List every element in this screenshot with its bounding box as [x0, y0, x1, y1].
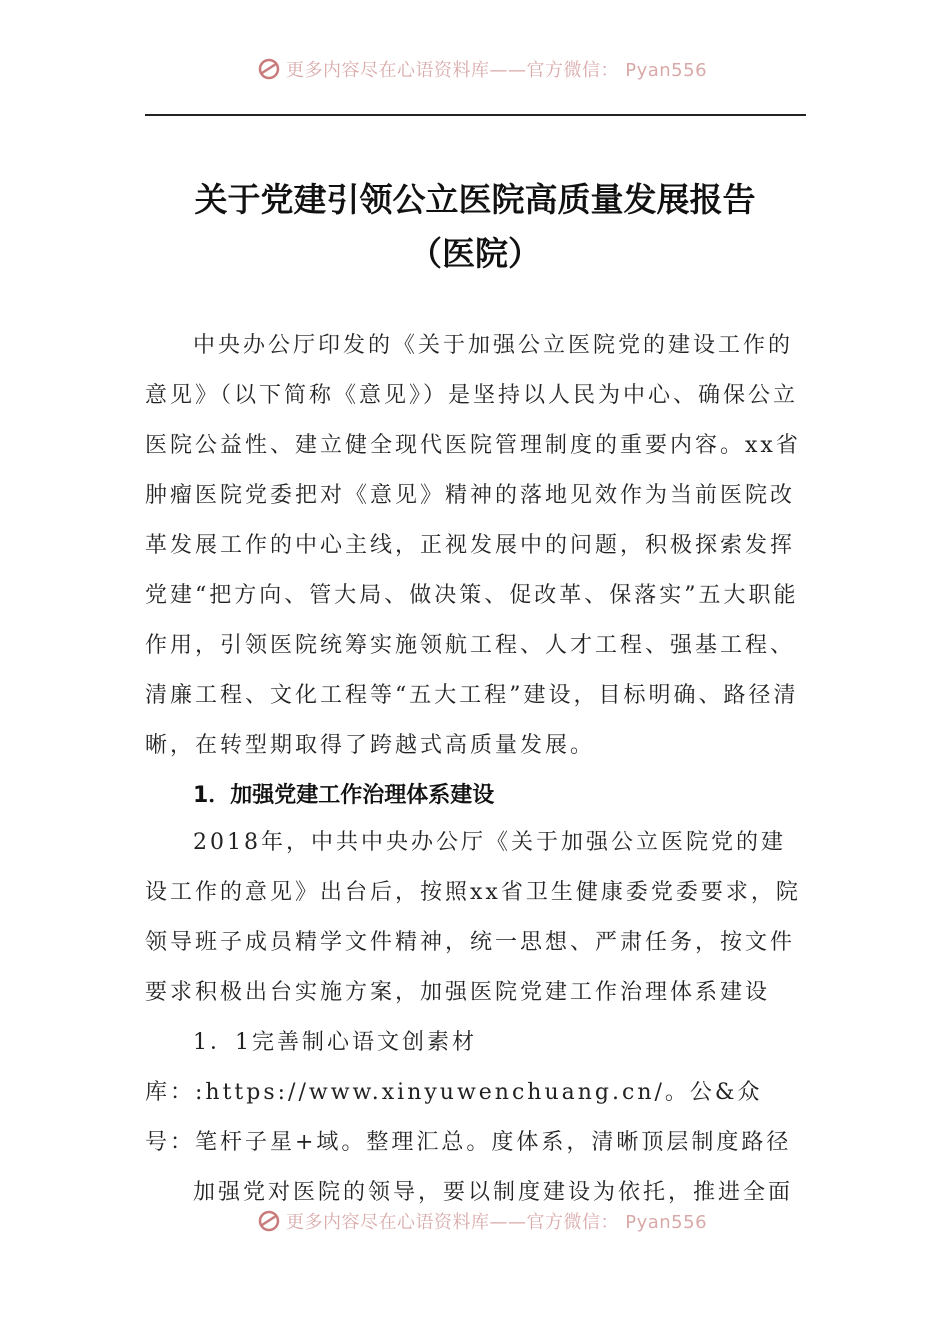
watermark-text: 更多内容尽在心语资料库——官方微信： Pyan556	[286, 60, 708, 81]
section-heading: 1．加强党建工作治理体系建设	[193, 783, 495, 808]
document-subtitle: （医院）	[409, 234, 541, 273]
subsection-paragraph: 1．1完善制心语文创素材库：:https://www.xinyuwenchuang.cn/。公&众号：笔杆子星+域。整理汇总。度体系，清晰顶层制度路径	[145, 1030, 792, 1155]
continuation-paragraph: 加强党对医院的领导，要以制度建设为依托，推进全面	[193, 1180, 794, 1205]
brand-logo-icon	[258, 58, 280, 80]
watermark-top	[258, 57, 707, 81]
watermark-text: 更多内容尽在心语资料库——官方微信： Pyan556	[286, 1212, 708, 1233]
body-paragraph: 2018年，中共中央办公厅《关于加强公立医院党的建设工作的意见》出台后，按照xx省卫生健康委党委要求，院领导班子成员精学文件精神，统一思想、严肃任务，按文件要求积极出台实施方案，加强医院党建工作治理体系建设	[145, 830, 801, 1005]
watermark-bottom	[258, 1209, 707, 1233]
header-divider	[145, 114, 806, 116]
brand-logo-icon	[258, 1210, 280, 1232]
document-title: 关于党建引领公立医院高质量发展报告	[194, 180, 756, 219]
intro-paragraph: 中央办公厅印发的《关于加强公立医院党的建设工作的意见》（以下简称《意见》）是坚持以人民为中心、确保公立医院公益性、建立健全现代医院管理制度的重要内容。xx省肿瘤医院党委把对《意见》精神的落地见效作为当前医院改革发展工作的中心主线，正视发展中的问题，积极探索发挥党建“把方向、管大局、做决策、促改革、保落实”五大职能作用，引领医院统筹实施领航工程、人才工程、强基工程、清廉工程、文化工程等“五大工程”建设，目标明确、路径清晰，在转型期取得了跨越式高质量发展。	[145, 333, 801, 758]
